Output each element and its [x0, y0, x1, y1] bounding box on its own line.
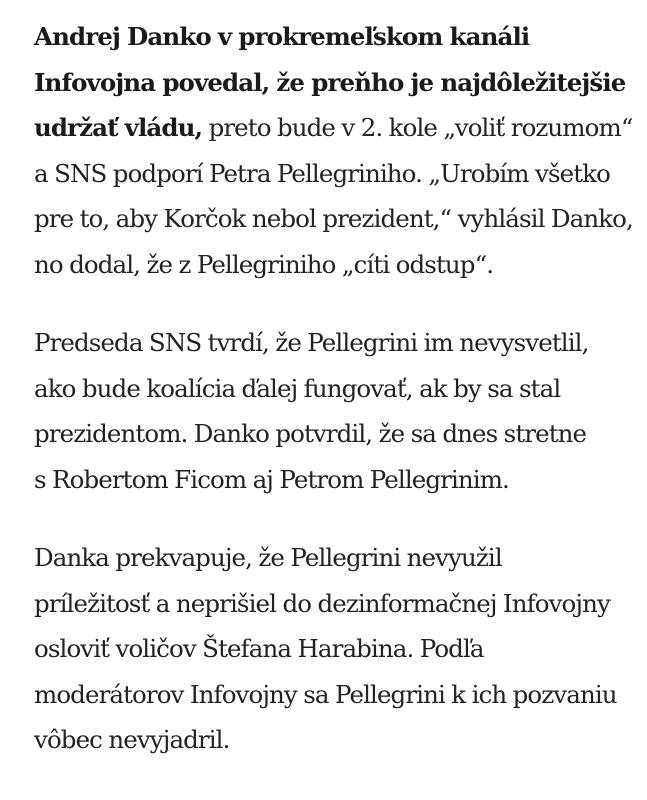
bold-lead-text: Andrej Danko v prokremeľskom kanáli — [34, 22, 530, 51]
text-line: Predseda SNS tvrdí, že Pellegrini im nevysvetlil, — [34, 328, 589, 357]
text-line: s Robertom Ficom aj Petrom Pellegrinim. — [34, 464, 509, 494]
bold-lead-text: Infovojna povedal, že preňho je najdôležitejšie — [34, 67, 626, 97]
text-line — [34, 14, 634, 60]
text-line: a SNS podporí Petra Pellegriniho. „Urobím všetko — [34, 158, 610, 188]
paragraph-2 — [34, 320, 634, 502]
text-line: vôbec nevyjadril. — [34, 725, 230, 754]
text-line: no dodal, že z Pellegriniho „cíti odstup“. — [34, 249, 494, 279]
text-line: moderátorov Infovojny sa Pellegrini k ich pozvaniu — [34, 679, 617, 709]
paragraph-3 — [34, 535, 634, 763]
text-line: osloviť voličov Štefana Harabina. Podľa — [34, 634, 484, 663]
text-line: príležitosť a neprišiel do dezinformačnej Infovojny — [34, 588, 610, 618]
text-line: ako bude koalícia ďalej fungovať, ak by sa stal — [34, 373, 561, 403]
text-line: prezidentom. Danko potvrdil, že sa dnes stretne — [34, 419, 587, 448]
text-line — [34, 105, 634, 151]
paragraph-1 — [34, 14, 634, 287]
text-line: pre to, aby Korčok nebol prezident,“ vyhlásil Danko, — [34, 204, 633, 233]
body-text: preto bude v 2. kole „voliť rozumom“ — [202, 113, 633, 142]
text-line: Danka prekvapuje, že Pellegrini nevyužil — [34, 543, 502, 572]
article-body — [34, 14, 634, 796]
text-line — [34, 60, 634, 106]
bold-lead-text: udržať vládu, — [34, 113, 203, 142]
